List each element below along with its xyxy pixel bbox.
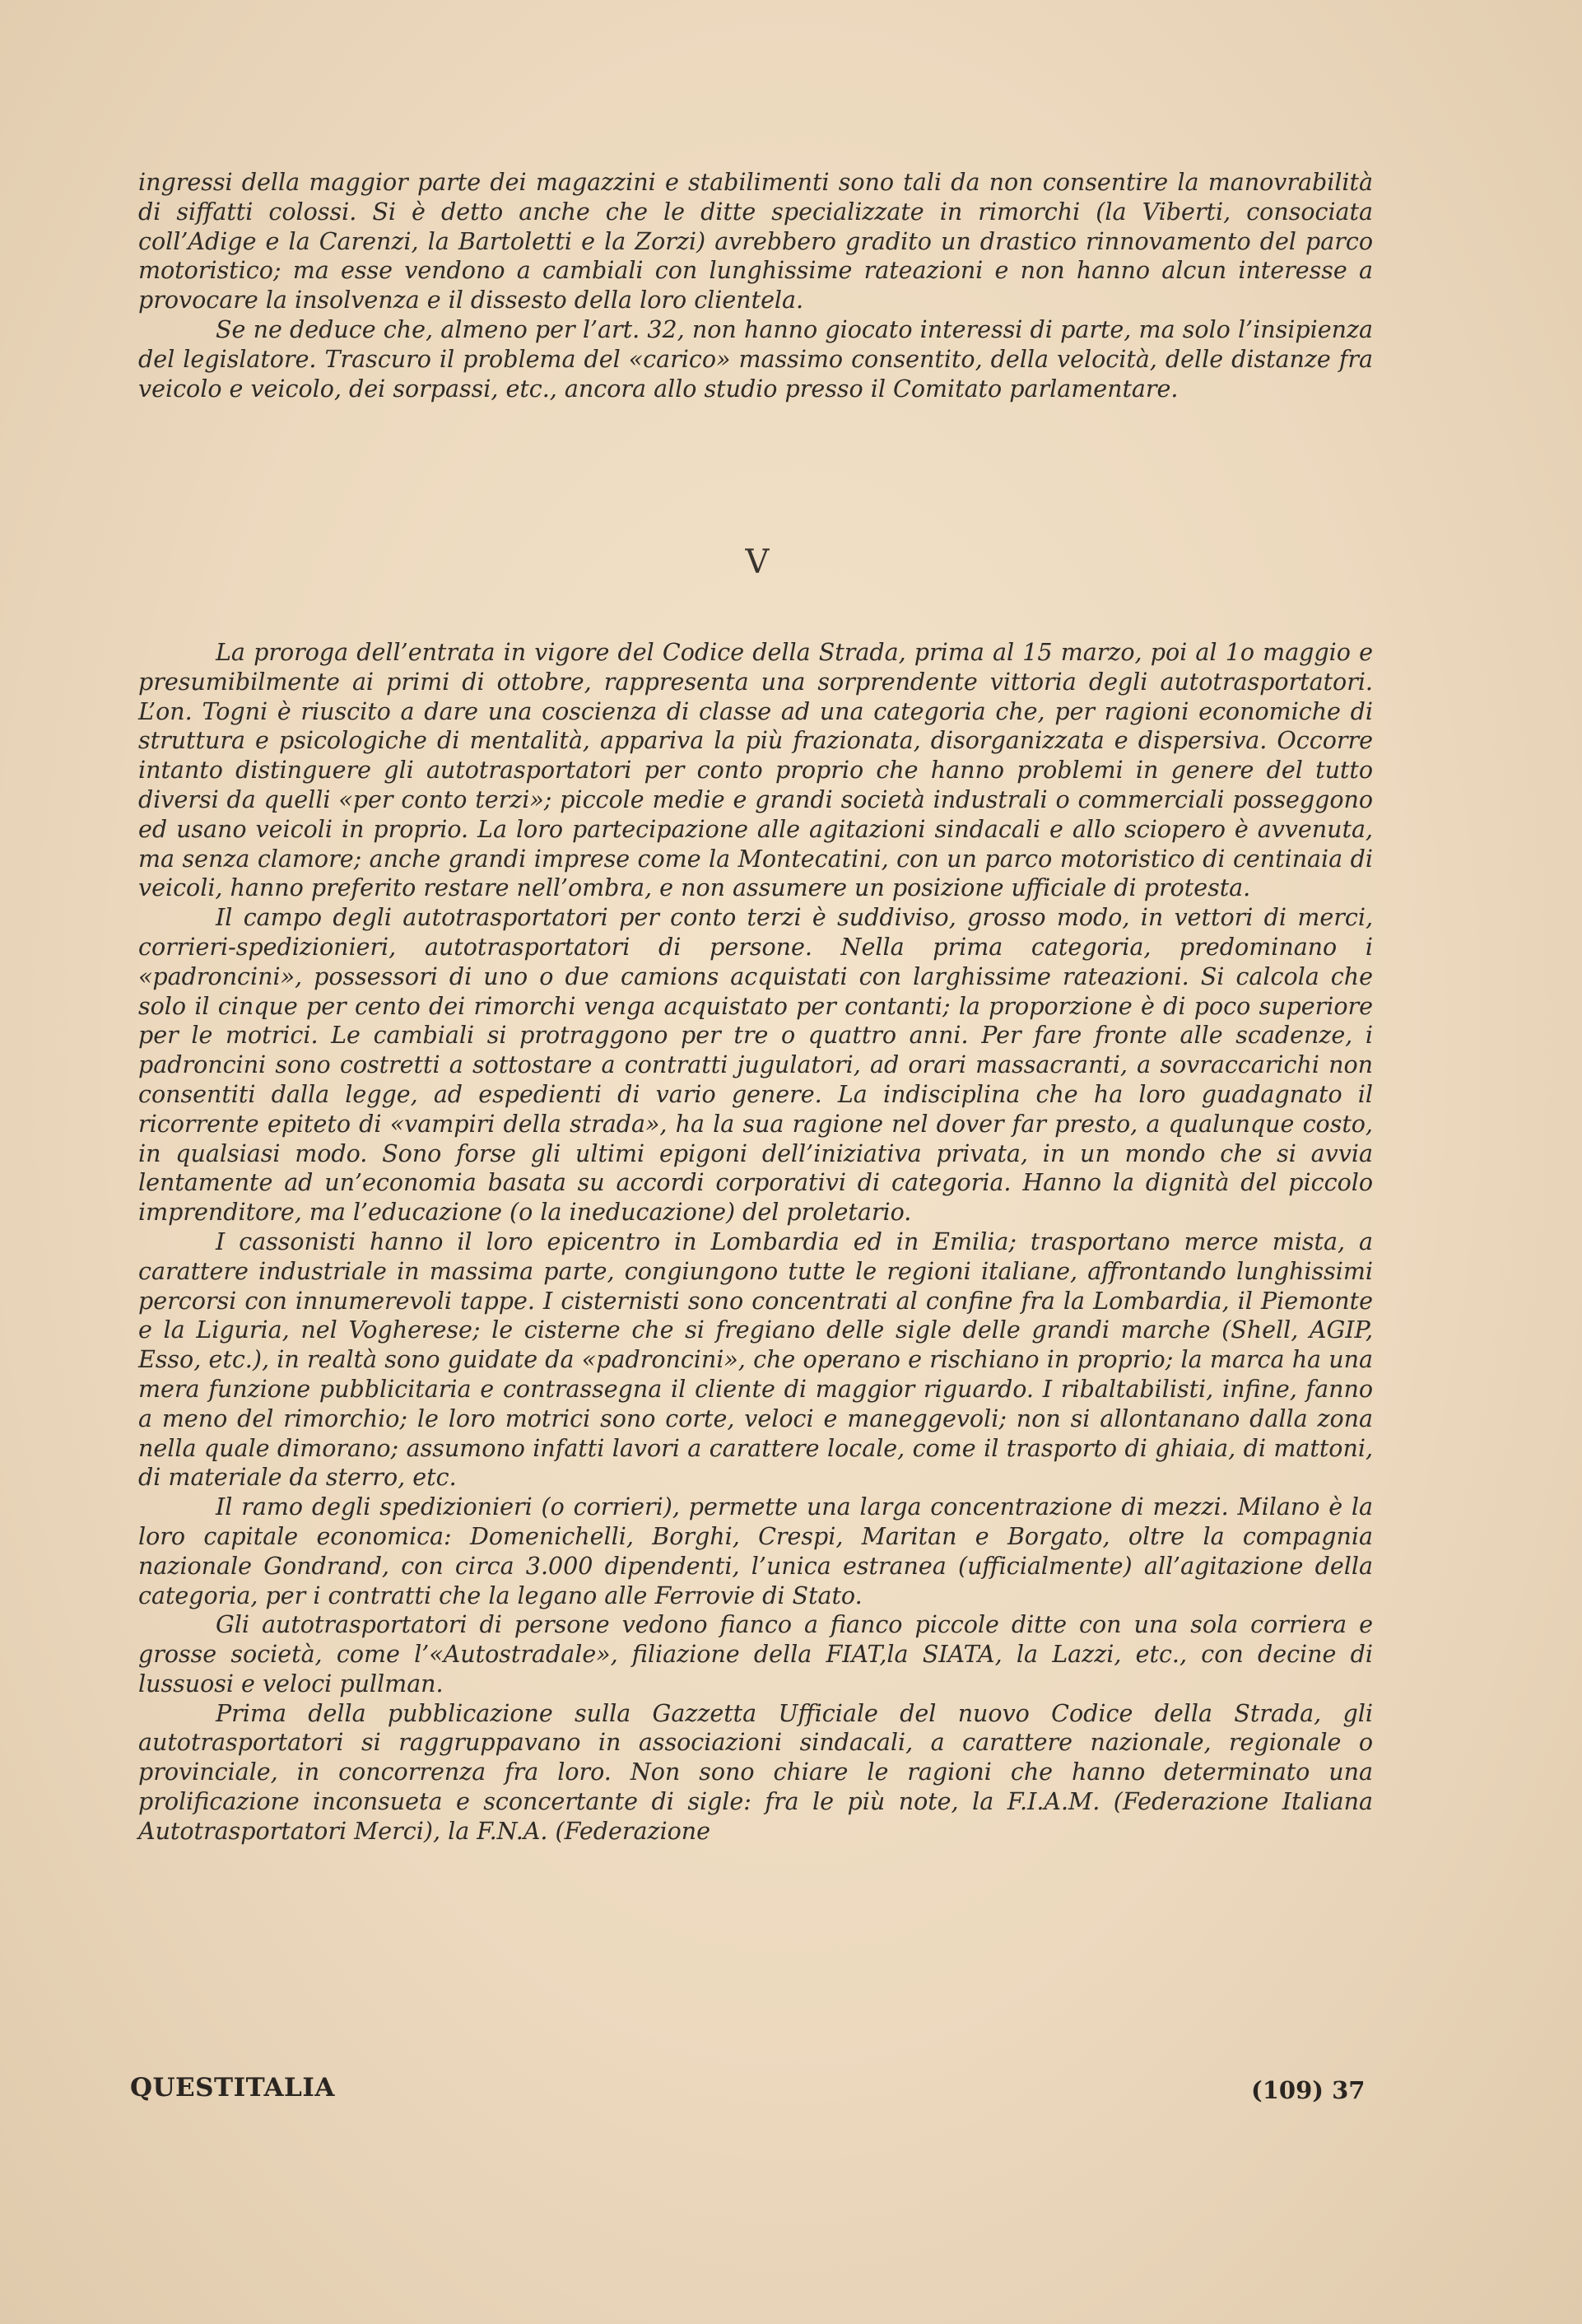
paragraph: Se ne deduce che, almeno per l’art. 32, non hanno giocato interessi di parte, ma solo l’insipienza del legislatore. Trascuro il problema del «carico» massimo consentito, della velocità, delle distanze fra veicolo e veicolo, dei sorpassi, etc., ancora allo studio presso il Comitato parlamentare. (138, 315, 1373, 403)
paragraph: I cassonisti hanno il loro epicentro in Lombardia ed in Emilia; trasportano merce mista, a carattere industriale in massima parte, congiungono tutte le regioni italiane, affrontando lunghissimi percorsi con innumerevoli tappe. I cisternisti sono concentrati al confine fra la Lombardia, il Piemonte e la Liguria, nel Vogherese; le cisterne che si fregiano delle sigle delle grandi marche (Shell, AGIP, Esso, etc.), in realtà sono guidate da «padroncini», che operano e rischiano in proprio; la marca ha una mera funzione pubblicitaria e contrassegna il cliente di maggior riguardo. I ribaltabilisti, infine, fanno a meno del rimorchio; le loro motrici sono corte, veloci e maneggevoli; non si allontanano dalla zona nella quale dimorano; assumono infatti lavori a carattere locale, come il trasporto di ghiaia, di mattoni, di materiale da sterro, etc. (138, 1227, 1373, 1492)
paragraph: Il campo degli autotrasportatori per conto terzi è suddiviso, grosso modo, in vettori di merci, corrieri-spedizionieri, autotrasportatori di persone. Nella prima categoria, predominano i «padroncini», possessori di uno o due camions acquistati con larghissime rateazioni. Si calcola che solo il cinque per cento dei rimorchi venga acquistato per contanti; la proporzione è di poco superiore per le motrici. Le cambiali si protraggono per tre o quattro anni. Per fare fronte alle scadenze, i padroncini sono costretti a sottostare a contratti jugulatori, ad orari massacranti, a sovraccarichi non consentiti dalla legge, ad espedienti di vario genere. La indisciplina che ha loro guadagnato il ricorrente epiteto di «vampiri della strada», ha la sua ragione nel dover far presto, a qualunque costo, in qualsiasi modo. Sono forse gli ultimi epigoni dell’iniziativa privata, in un mondo che si avvia lentamente ad un’economia basata su accordi corporativi di categoria. Hanno la dignità del piccolo imprenditore, ma l’educazione (o la ineducazione) del proletario. (138, 904, 1373, 1227)
paragraph: Il ramo degli spedizionieri (o corrieri), permette una larga concentrazione di mezzi. Milano è la loro capitale economica: Domenichelli, Borghi, Crespi, Maritan e Borgato, oltre la compagnia nazionale Gondrand, con circa 3.000 dipendenti, l’unica estranea (ufficialmente) all’agitazione della categoria, per i contratti che la legano alle Ferrovie di Stato. (138, 1493, 1373, 1609)
text-block-main (138, 638, 1373, 1847)
paragraph: La proroga dell’entrata in vigore del Codice della Strada, prima al 15 marzo, poi al 1o maggio e presumibilmente ai primi di ottobre, rappresenta una sorprendente vittoria degli autotrasportatori. L’on. Togni è riuscito a dare una coscienza di classe ad una categoria che, per ragioni economiche di struttura e psicologiche di mentalità, appariva la più frazionata, disorganizzata e dispersiva. Occorre intanto distinguere gli autotrasportatori per conto proprio che hanno problemi in genere del tutto diversi da quelli «per conto terzi»; piccole medie e grandi società industrali o commerciali posseggono ed usano veicoli in proprio. La loro partecipazione alle agitazioni sindacali e allo sciopero è avvenuta, ma senza clamore; anche grandi imprese come la Montecatini, con un parco motoristico di centinaia di veicoli, hanno preferito restare nell’ombra, e non assumere un posizione ufficiale di protesta. (138, 639, 1373, 902)
section-number: V (745, 543, 770, 581)
journal-title: QUESTITALIA (130, 2073, 335, 2103)
page-number: (109) 37 (1251, 2076, 1366, 2104)
paragraph: Prima della pubblicazione sulla Gazzetta Ufficiale del nuovo Codice della Strada, gli autotrasportatori si raggruppavano in associazioni sindacali, a carattere nazionale, regionale o provinciale, in concorrenza fra loro. Non sono chiare le ragioni che hanno determinato una prolificazione inconsueta e sconcertante di sigle: fra le più note, la F.I.A.M. (Federazione Italiana Autotrasportatori Merci), la F.N.A. (Federazione (138, 1699, 1373, 1845)
paragraph: Gli autotrasportatori di persone vedono fianco a fianco piccole ditte con una sola corriera e grosse società, come l’«Autostradale», filiazione della FIAT,la SIATA, la Lazzi, etc., con decine di lussuosi e veloci pullman. (138, 1611, 1373, 1698)
text-block-top (138, 168, 1373, 403)
paragraph: ingressi della maggior parte dei magazzini e stabilimenti sono tali da non consentire la manovrabilità di siffatti colossi. Si è detto anche che le ditte specializzate in rimorchi (la Viberti, consociata coll’Adige e la Carenzi, la Bartoletti e la Zorzi) avrebbero gradito un drastico rinnovamento del parco motoristico; ma esse vendono a cambiali con lunghissime rateazioni e non hanno alcun interesse a provocare la insolvenza e il dissesto della loro clientela. (138, 169, 1373, 314)
